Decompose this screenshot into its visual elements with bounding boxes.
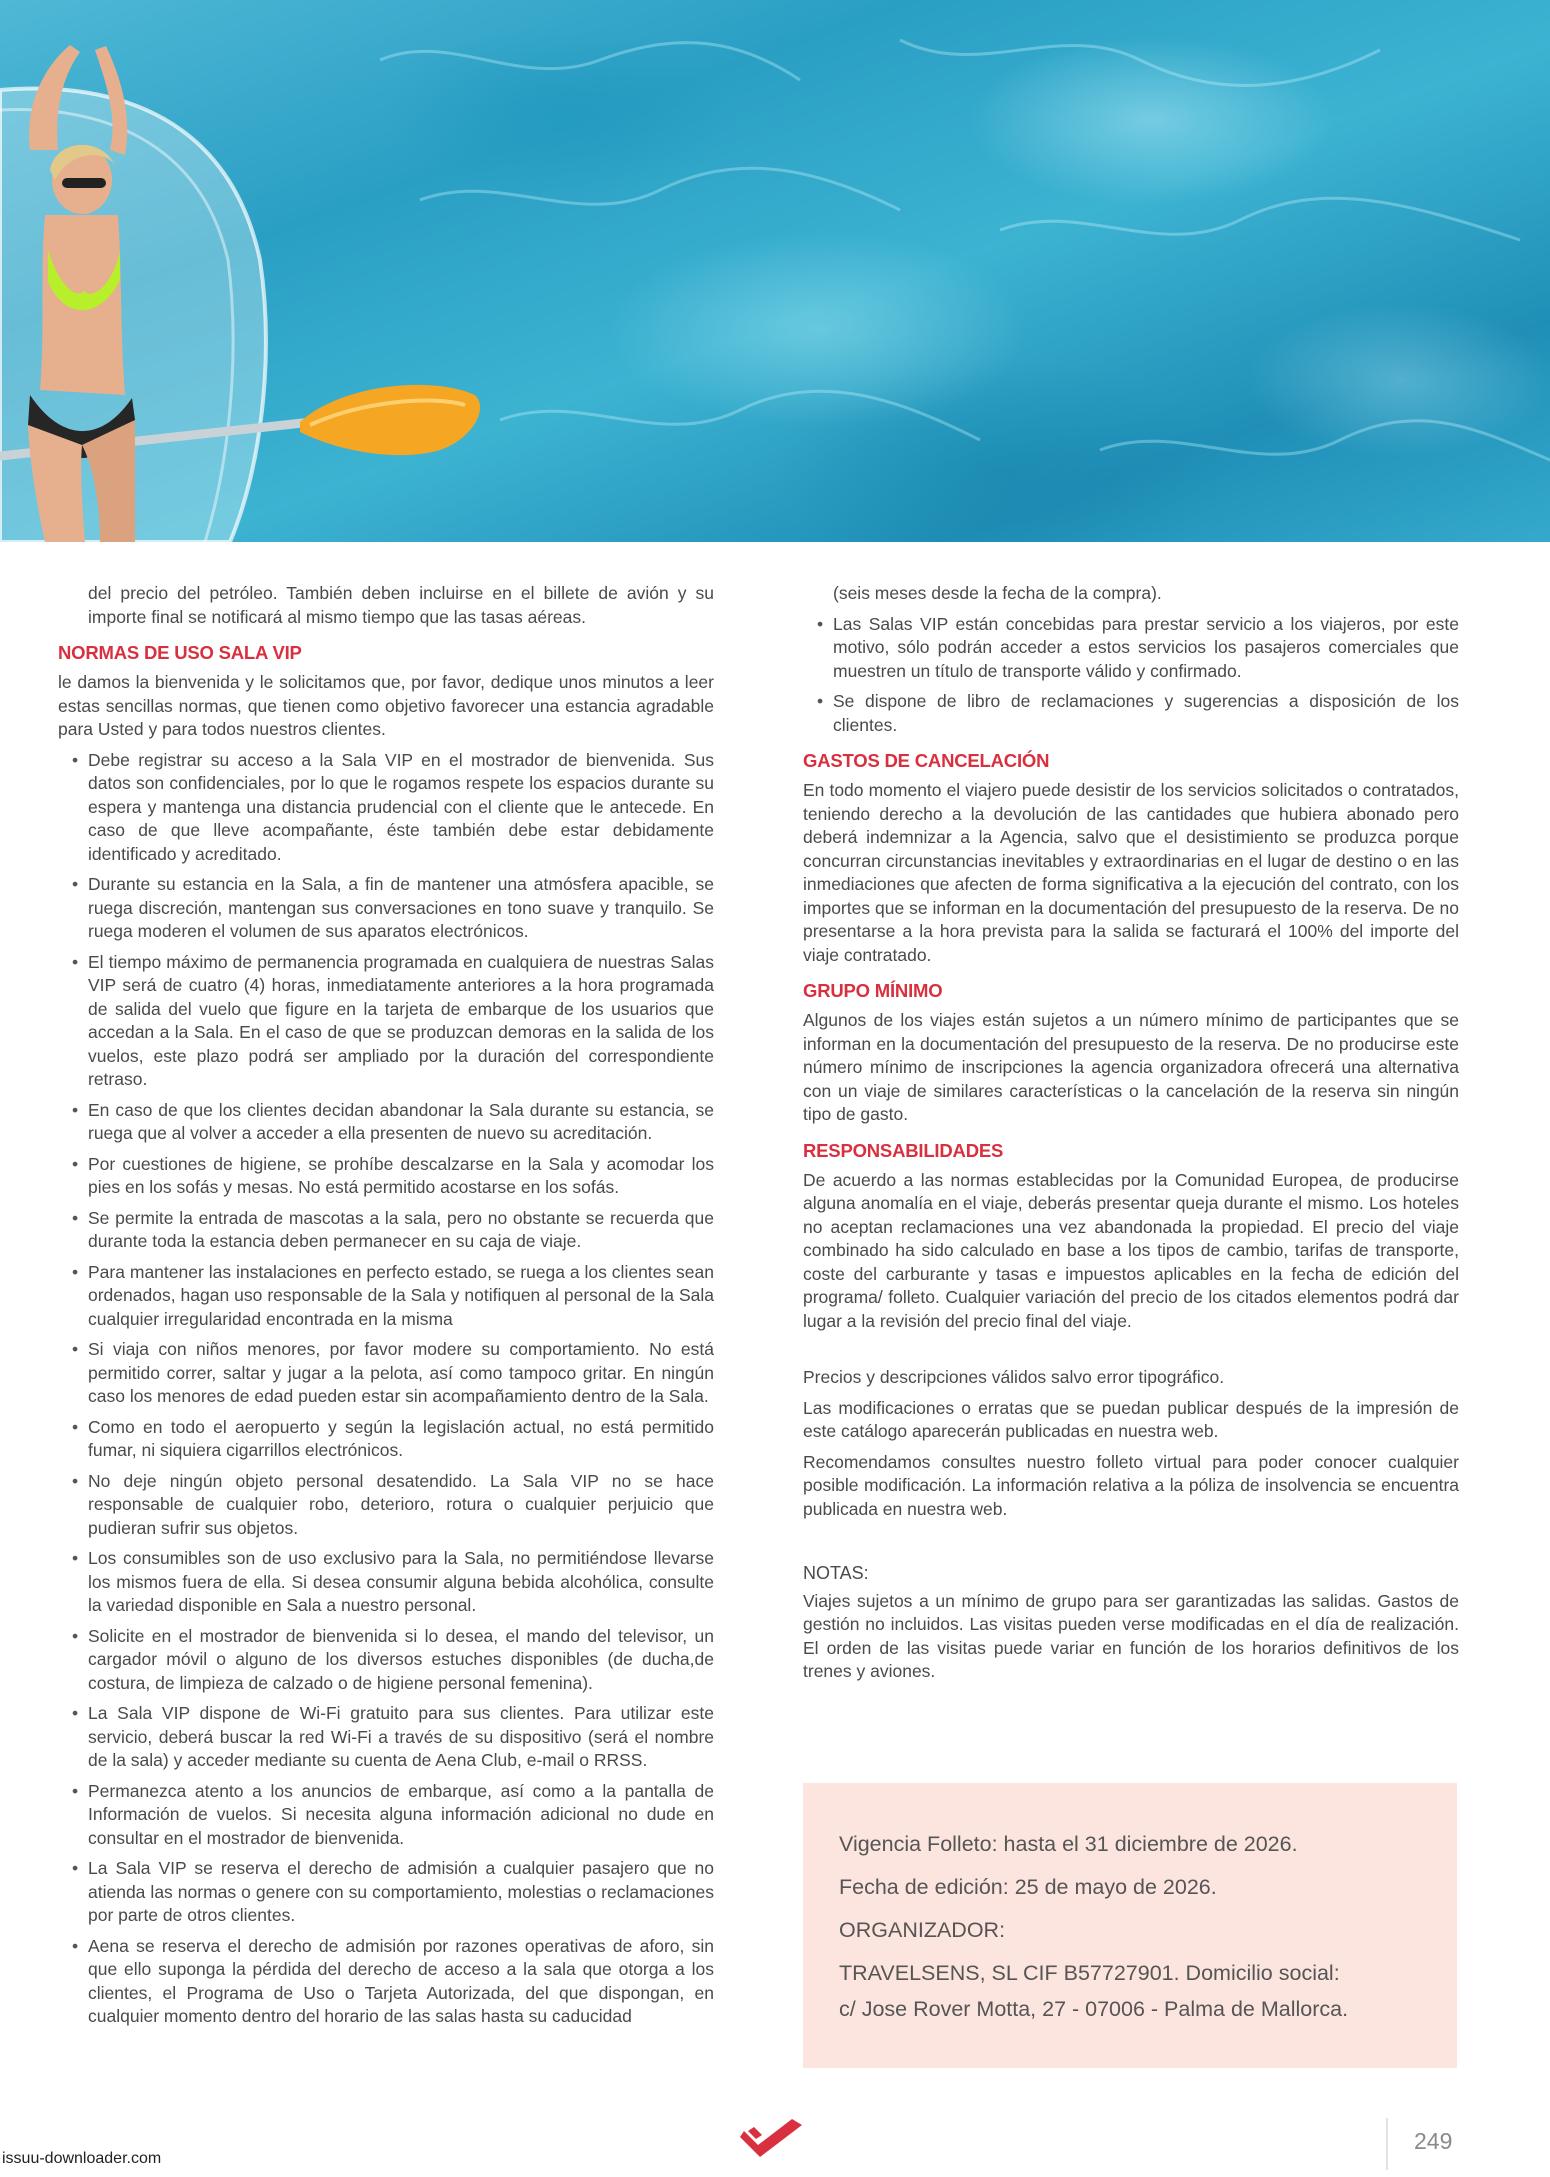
page-number: 249 — [1414, 2128, 1453, 2154]
list-item: • Para mantener las instalaciones en perfecto estado, se ruega a los clientes sean ordenados, hagan uso responsable de la Sala y notifiquen al personal de la Sala cualquier irregularidad encontrada en la misma — [58, 1261, 714, 1332]
list-item: • La Sala VIP dispone de Wi-Fi gratuito para sus clientes. Para utilizar este servicio, deberá buscar la red Wi-Fi a través de su dispositivo (será el nombre de la sala) y acceder mediante su cuenta de Aena Club, e-mail o RRSS. — [58, 1702, 714, 1773]
list-item: • Aena se reserva el derecho de admisión por razones operativas de aforo, sin que ello suponga la pérdida del derecho de acceso a la sala que otorga a los clientes, el Programa de Uso o Tarjeta Autorizada, del que dispongan, en cualquier momento dentro del horario de las salas hasta su caducidad — [58, 1935, 714, 2029]
list-item: • No deje ningún objeto personal desatendido. La Sala VIP no se hace responsable de cualquier robo, deterioro, rotura o cualquier perjuicio que pudieran sufrir sus objetos. — [58, 1470, 714, 1541]
normas-list-continued — [803, 613, 1459, 738]
brand-check-logo-icon — [740, 2115, 806, 2159]
list-item: • Solicite en el mostrador de bienvenida si lo desea, el mando del televisor, un cargador móvil o alguno de los diversos estuches disponibles (de ducha,de costura, de limpieza de calzado o de higiene personal femenina). — [58, 1625, 714, 1696]
section-heading-responsabilidades: RESPONSABILIDADES — [803, 1139, 1004, 1161]
precios-note: Precios y descripciones válidos salvo error tipográfico. — [803, 1367, 1225, 1387]
list-item: • Los consumibles son de uso exclusivo para la Sala, no permitiéndose llevarse los mismos fuera de ella. Si desea consumir alguna bebida alcohólica, consulte la variedad disponible en Sala a nuestro personal. — [58, 1547, 714, 1618]
normas-list — [58, 749, 714, 2029]
intro-paragraph: le damos la bienvenida y le solicitamos que, por favor, dedique unos minutos a leer estas sencillas normas, que tienen como objetivo favorecer una estancia agradable para Usted y para todos nuestros clientes. — [58, 672, 714, 739]
list-item: • Por cuestiones de higiene, se prohíbe descalzarse en la Sala y acomodar los pies en los sofás y mesas. No está permitido acostarse en los sofás. — [58, 1153, 714, 1200]
list-item: • El tiempo máximo de permanencia programada en cualquiera de nuestras Salas VIP será de cuatro (4) horas, inmediatamente anteriores a la hora programada de salida del vuelo que figure en la tarjeta de embarque de los usuarios que accedan a la Sala. En el caso de que se produzcan demoras en la salida de los vuelos, este plazo podrá ser ampliado por la duración del correspondiente retraso. — [58, 951, 714, 1092]
recomendamos-note: Recomendamos consultes nuestro folleto virtual para poder conocer cualquier posible modificación. La información relativa a la póliza de insolvencia se encuentra publicada en nuestra web. — [803, 1451, 1459, 1519]
list-item: • Durante su estancia en la Sala, a fin de mantener una atmósfera apacible, se ruega discreción, mantengan sus conversaciones en tono suave y tranquilo. Se ruega moderen el volumen de sus aparatos electrónicos. — [58, 873, 714, 944]
list-item: • Se permite la entrada de mascotas a la sala, pero no obstante se recuerda que durante toda la estancia deben permanecer en su caja de viaje. — [58, 1207, 714, 1254]
list-item: • Si viaja con niños menores, por favor modere su comportamiento. No está permitido correr, saltar y jugar a la pelota, así como tampoco gritar. En ningún caso los menores de edad pueden estar sin acompañamiento dentro de la Sala. — [58, 1338, 714, 1409]
list-item: • Como en todo el aeropuerto y según la legislación actual, no está permitido fumar, ni siquiera cigarrillos electrónicos. — [58, 1416, 714, 1463]
notas-heading: NOTAS: — [803, 1563, 869, 1583]
section-heading-normas: NORMAS DE USO SALA VIP — [58, 642, 302, 663]
list-item: • En caso de que los clientes decidan abandonar la Sala durante su estancia, se ruega que al volver a acceder a ella presenten de nuevo su acreditación. — [58, 1099, 714, 1146]
list-item: • Se dispone de libro de reclamaciones y sugerencias a disposición de los clientes. — [803, 690, 1459, 737]
list-item: • Debe registrar su acceso a la Sala VIP en el mostrador de bienvenida. Sus datos son confidenciales, por lo que le rogamos respete los espacios durante su espera y mantenga una distancia prudencial con el cliente que le antecede. En caso de que lleve acompañante, éste también debe estar debidamente identificado y acreditado. — [58, 749, 714, 867]
continuation-text: (seis meses desde la fecha de la compra). — [833, 583, 1162, 603]
list-item: • Permanezca atento a los anuncios de embarque, así como a la pantalla de Información de vuelos. Si necesita alguna información adicional no dude en consultar en el mostrador de bienvenida. — [58, 1780, 714, 1851]
grupo-minimo-paragraph: Algunos de los viajes están sujetos a un número mínimo de participantes que se informan en la documentación del presupuesto de la reserva. De no producirse este número mínimo de inscripciones la agencia organizadora ofrecerá una alternativa con un viaje de similares características o la cancelación de la reserva sin ningún tipo de gasto. — [803, 1010, 1459, 1124]
organizador-label: ORGANIZADOR: — [839, 1918, 1006, 1942]
organizador-line-2: c/ Jose Rover Motta, 27 - 07006 - Palma de Mallorca. — [839, 1997, 1349, 2021]
organizador-line-1: TRAVELSENS, SL CIF B57727901. Domicilio social: — [839, 1961, 1340, 1985]
cancelacion-paragraph: En todo momento el viajero puede desistir de los servicios solicitados o contratados, teniendo derecho a la devolución de las cantidades que hubiera abonado pero deberá indemnizar a la Agencia, salvo que el desistimiento se produzca porque concurran circunstancias inevitables y extraordinarias en el lugar de destino o en las inmediaciones que afecten de forma significativa a la ejecución del contrato, con los importes que se informan en la documentación del presupuesto de la reserva. De no presentarse a la hora prevista para la salida se facturará el 100% del importe del viaje contratado. — [803, 780, 1459, 965]
right-column — [803, 582, 1459, 1691]
list-item: • Las Salas VIP están concebidas para prestar servicio a los viajeros, por este motivo, sólo podrán acceder a estos servicios los pasajeros comerciales que muestren un título de transporte válido y confirmado. — [803, 613, 1459, 684]
responsabilidades-paragraph: De acuerdo a las normas establecidas por la Comunidad Europea, de producirse alguna anomalía en el viaje, deberás presentar queja durante el mismo. Los hoteles no aceptan reclamaciones una vez abandonada la propiedad. El precio del viaje combinado ha sido calculado en base a los tipos de cambio, tarifas de transporte, coste del carburante y tasas e impuestos aplicables en la fecha de edición del programa/ folleto. Cualquier variación del precio de los citados elementos podrá dar lugar a la revisión del precio final del viaje. — [803, 1169, 1459, 1331]
section-heading-grupo-minimo: GRUPO MÍNIMO — [803, 980, 943, 1001]
modificaciones-note: Las modificaciones o erratas que se puedan publicar después de la impresión de este catálogo aparecerán publicadas en nuestra web. — [803, 1397, 1459, 1441]
hero-photo — [0, 0, 1550, 542]
footer-divider — [1386, 2118, 1388, 2170]
notas-paragraph: Viajes sujetos a un mínimo de grupo para ser garantizadas las salidas. Gastos de gestión no incluidos. Las visitas pueden verse modificadas en el día de realización. El orden de las visitas puede variar en función de los horarios definitivos de los trenes y aviones. — [803, 1590, 1459, 1681]
vigencia-text: Vigencia Folleto: hasta el 31 diciembre de 2026. — [839, 1832, 1298, 1856]
section-heading-cancelacion: GASTOS DE CANCELACIÓN — [803, 750, 1050, 771]
list-item: • La Sala VIP se reserva el derecho de admisión a cualquier pasajero que no atienda las normas o genere con su comportamiento, molestias o reclamaciones por parte de otros clientes. — [58, 1857, 714, 1928]
watermark-text: issuu-downloader.com — [0, 2150, 165, 2168]
lead-paragraph: del precio del petróleo. También deben incluirse en el billete de avión y su importe final se notificará al mismo tiempo que las tasas aéreas. — [88, 583, 714, 627]
left-column — [58, 582, 714, 2036]
woman-kayak-photo — [0, 0, 1550, 542]
fecha-edicion-text: Fecha de edición: 25 de mayo de 2026. — [839, 1875, 1217, 1899]
organizer-info-box — [803, 1783, 1457, 2068]
